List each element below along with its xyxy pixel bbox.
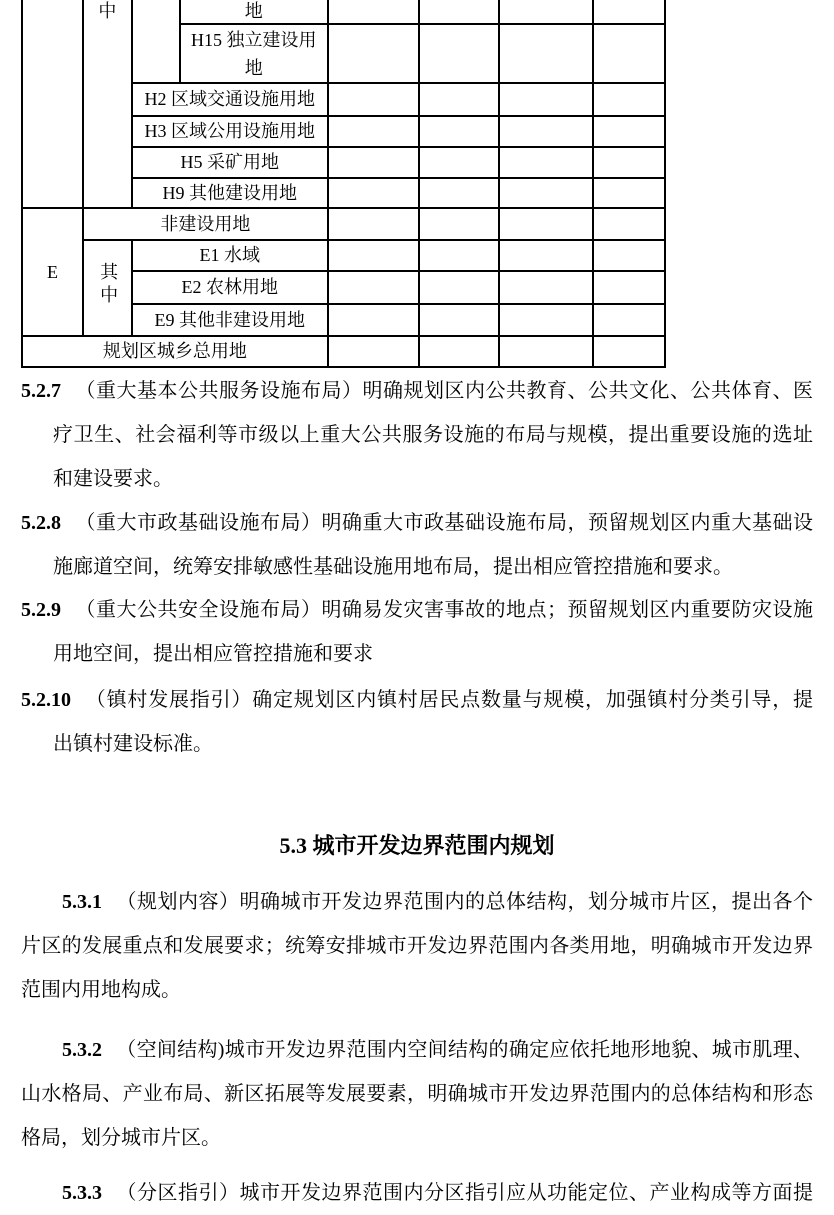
- table-cell-empty: [328, 24, 419, 83]
- table-cell-empty: [499, 178, 593, 208]
- clause-line: 范围内用地构成。: [21, 979, 181, 1001]
- table-cell-label-e1: E1 水域: [132, 240, 328, 271]
- table-cell-label-non-construction: 非建设用地: [83, 208, 328, 240]
- qizhong-partial-label: 中: [98, 1, 117, 21]
- clause-text: （空间结构)城市开发边界范围内空间结构的确定应依托地形地貌、城市肌理、: [116, 1039, 813, 1061]
- table-cell-empty: [419, 208, 499, 240]
- table-cell-empty: [593, 147, 665, 178]
- table-cell-empty: [499, 83, 593, 116]
- table-cell-empty: [499, 304, 593, 336]
- label-h15: H15 独立建设用地: [191, 29, 317, 78]
- clause-line: 施廊道空间，统筹安排敏感性基础设施用地布局，提出相应管控措施和要求。: [53, 556, 733, 578]
- clause-5-2-7: [21, 369, 813, 501]
- table-cell-empty: [328, 0, 419, 24]
- table-cell-empty: [419, 178, 499, 208]
- clause-line: [21, 588, 813, 632]
- table-cell-qizhong-partial: [83, 0, 132, 208]
- clause-text: （重大基本公共服务设施布局）明确规划区内公共教育、公共文化、公共体育、医: [75, 380, 813, 402]
- clause-line: [62, 1171, 813, 1215]
- table-cell-empty: [593, 240, 665, 271]
- clause-5-2-8: [21, 501, 813, 589]
- section-heading-5-3: 5.3 城市开发边界范围内规划: [279, 833, 555, 858]
- table-cell-label-total: 规划区城乡总用地: [22, 336, 328, 367]
- table-cell-empty: [328, 147, 419, 178]
- table-cell-empty: [419, 336, 499, 367]
- clause-5-3-2: [21, 1028, 813, 1160]
- table-cell-label-h3: H3 区域公用设施用地: [132, 116, 328, 147]
- clause-line: 山水格局、产业布局、新区拓展等发展要素，明确城市开发边界范围内的总体结构和形态: [21, 1083, 813, 1105]
- table-cell-empty: [328, 240, 419, 271]
- table-cell-label-h5: H5 采矿用地: [132, 147, 328, 178]
- table-cell-empty: [419, 240, 499, 271]
- clause-line: [62, 880, 813, 924]
- clause-text: （重大公共安全设施布局）明确易发灾害事故的地点；预留规划区内重要防灾设施: [75, 599, 813, 621]
- clause-line: 格局，划分城市片区。: [21, 1127, 221, 1149]
- table-cell-label-partial: [180, 0, 328, 24]
- table-cell-empty: [499, 147, 593, 178]
- table-cell-empty: [419, 0, 499, 24]
- table-cell-empty: [499, 336, 593, 367]
- table-cell-empty: [419, 83, 499, 116]
- table-cell-empty: [593, 116, 665, 147]
- table-cell-empty: [593, 336, 665, 367]
- clause-text: （重大市政基础设施布局）明确重大市政基础设施布局，预留规划区内重大基础设: [75, 512, 813, 534]
- table-cell-empty: [499, 116, 593, 147]
- clause-number: 5.3.2: [62, 1039, 102, 1061]
- table-cell-empty: [419, 271, 499, 304]
- table-cell-empty: [499, 208, 593, 240]
- table-cell-empty: [593, 271, 665, 304]
- clause-line: 片区的发展重点和发展要求；统筹安排城市开发边界范围内各类用地，明确城市开发边界: [21, 935, 813, 957]
- clause-number: 5.2.10: [21, 689, 71, 711]
- table-cell-empty: [328, 271, 419, 304]
- table-cell-empty: [499, 24, 593, 83]
- table-cell-empty: [593, 24, 665, 83]
- clause-text: （分区指引）城市开发边界范围内分区指引应从功能定位、产业构成等方面提: [116, 1182, 813, 1204]
- table-cell-empty: [419, 304, 499, 336]
- table-cell-empty: [328, 304, 419, 336]
- table-row: [22, 240, 665, 271]
- clause-5-3-1: [21, 880, 813, 1012]
- qizhong-label: 其中: [98, 262, 119, 309]
- clause-line: [62, 1028, 813, 1072]
- table-cell-empty: [328, 336, 419, 367]
- clause-line: [21, 678, 813, 722]
- land-use-table: [21, 0, 666, 368]
- clause-5-2-10: [21, 678, 813, 766]
- label-partial: 地: [244, 1, 263, 21]
- clause-line: 出镇村建设标准。: [53, 733, 213, 755]
- table-row: [22, 336, 665, 367]
- table-cell-empty: [328, 116, 419, 147]
- table-cell-label-h2: H2 区域交通设施用地: [132, 83, 328, 116]
- table-cell-empty: [593, 0, 665, 24]
- table-cell-empty: [499, 240, 593, 271]
- table-cell-empty: [419, 147, 499, 178]
- table-row: [22, 208, 665, 240]
- clause-number: 5.3.3: [62, 1182, 102, 1204]
- table-cell-empty: [328, 178, 419, 208]
- table-cell-group-e: E: [22, 208, 83, 336]
- clause-line: 用地空间，提出相应管控措施和要求: [53, 643, 373, 665]
- table-cell-empty: [328, 208, 419, 240]
- table-cell-inner-spacer: [132, 0, 180, 83]
- clause-number: 5.2.8: [21, 512, 61, 534]
- table-cell-label-h9: H9 其他建设用地: [132, 178, 328, 208]
- clause-line: 疗卫生、社会福利等市级以上重大公共服务设施的布局与规模，提出重要设施的选址: [53, 424, 813, 446]
- table-cell-qizhong-e: [83, 240, 132, 336]
- table-cell-label-e2: E2 农林用地: [132, 271, 328, 304]
- table-cell-empty: [593, 208, 665, 240]
- table-cell-empty: [419, 116, 499, 147]
- table-cell-empty: [328, 83, 419, 116]
- clause-5-2-9: [21, 588, 813, 676]
- table-cell-label-h15: [180, 24, 328, 83]
- table-cell-h-group-spacer: [22, 0, 83, 208]
- table-cell-empty: [593, 178, 665, 208]
- table-cell-empty: [499, 0, 593, 24]
- clause-line: [21, 369, 813, 413]
- table-cell-empty: [499, 271, 593, 304]
- clause-text: （镇村发展指引）确定规划区内镇村居民点数量与规模，加强镇村分类引导，提: [85, 689, 813, 711]
- clause-5-3-3: [21, 1171, 813, 1215]
- clause-number: 5.3.1: [62, 891, 102, 913]
- clause-text: （规划内容）明确城市开发边界范围内的总体结构，划分城市片区，提出各个: [116, 891, 813, 913]
- clause-line: [21, 501, 813, 545]
- table-cell-label-e9: E9 其他非建设用地: [132, 304, 328, 336]
- clause-number: 5.2.7: [21, 380, 61, 402]
- table-cell-empty: [593, 304, 665, 336]
- clause-number: 5.2.9: [21, 599, 61, 621]
- table-row: [22, 0, 665, 24]
- clause-line: 和建设要求。: [53, 468, 173, 490]
- table-cell-empty: [419, 24, 499, 83]
- table-cell-empty: [593, 83, 665, 116]
